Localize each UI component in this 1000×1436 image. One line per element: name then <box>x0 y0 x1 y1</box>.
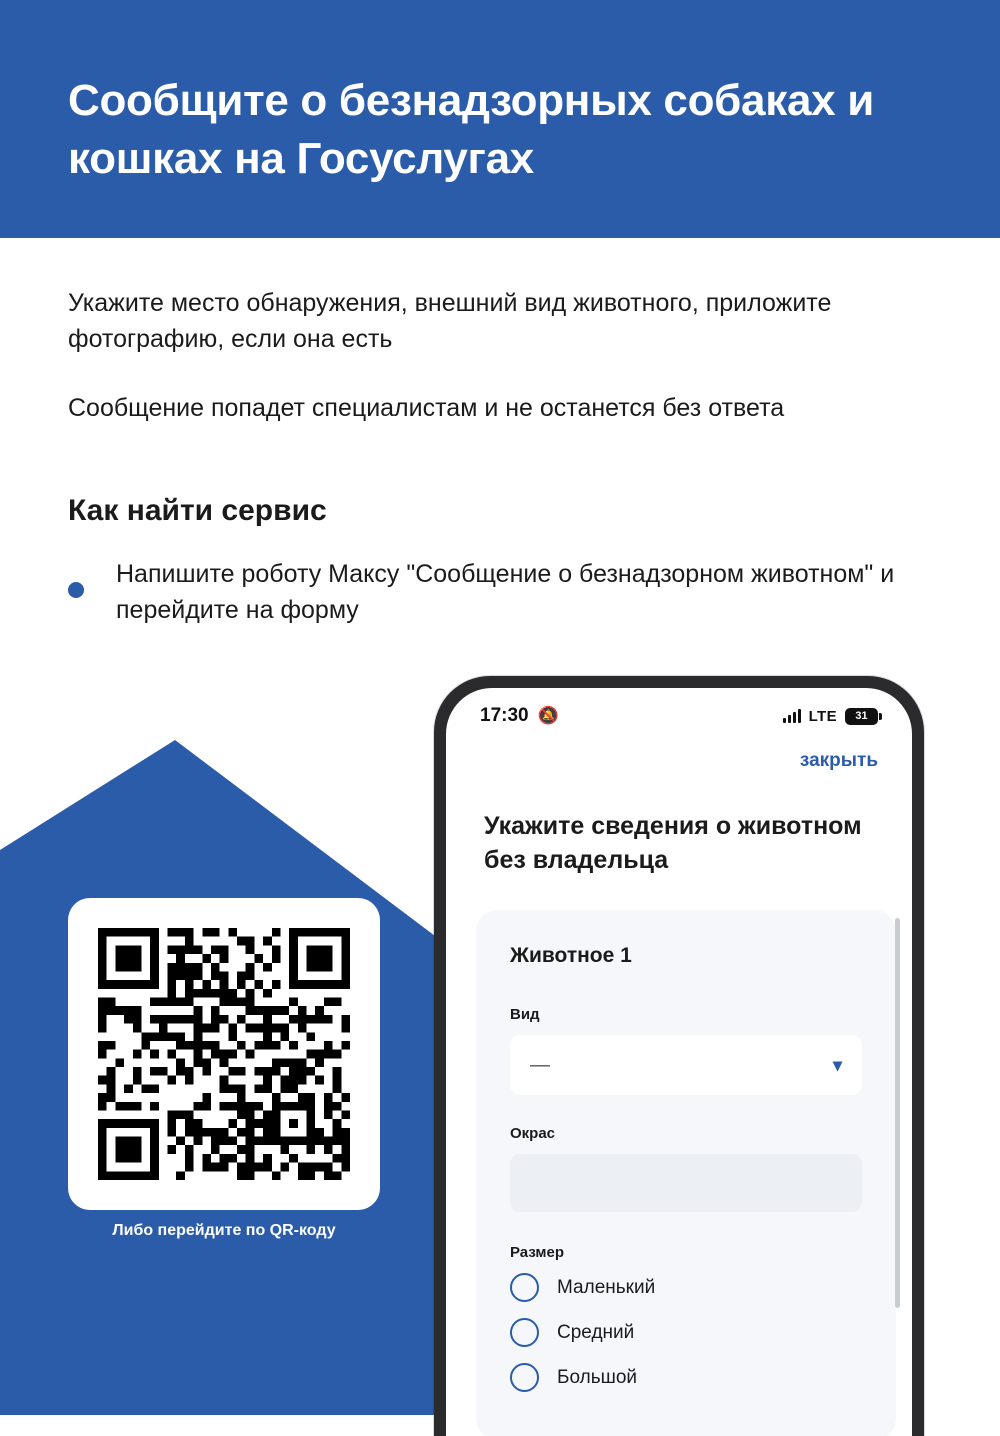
bullet-dot-icon <box>68 582 84 598</box>
qr-caption: Либо перейдите по QR-коду <box>112 1222 336 1239</box>
radio-icon <box>510 1273 539 1302</box>
size-option-large[interactable] <box>510 1363 862 1392</box>
intro-paragraph-1: Укажите место обнаружения, внешний вид животного, приложите фотографию, если она есть <box>68 289 832 353</box>
status-bar-right <box>783 708 878 725</box>
intro-block <box>68 286 928 461</box>
battery-level: 31 <box>855 710 868 722</box>
list-item <box>68 556 908 629</box>
size-option-small[interactable] <box>510 1273 862 1302</box>
page-title: Сообщите о безнадзорных собаках и кошках на Госуслугах <box>68 76 874 184</box>
bell-muted-icon: 🔕 <box>537 706 559 725</box>
species-select[interactable] <box>510 1035 862 1095</box>
radio-icon <box>510 1318 539 1347</box>
network-label: LTE <box>808 707 837 725</box>
size-option-label: Большой <box>557 1366 638 1388</box>
size-option-label: Средний <box>557 1321 635 1343</box>
size-option-medium[interactable] <box>510 1318 862 1347</box>
qr-code-canvas <box>98 928 350 1180</box>
scrollbar[interactable] <box>895 918 900 1308</box>
size-label: Размер <box>510 1244 565 1261</box>
species-value: — <box>530 1053 550 1076</box>
intro-paragraph-2: Сообщение попадет специалистам и не останется без ответа <box>68 394 785 422</box>
qr-code[interactable] <box>68 898 380 1210</box>
status-time: 17:30 <box>480 705 529 726</box>
header-banner <box>0 0 1000 238</box>
size-option-label: Маленький <box>557 1276 656 1298</box>
close-button[interactable]: закрыть <box>799 750 878 771</box>
color-input[interactable] <box>510 1154 862 1212</box>
form-heading: Животное 1 <box>510 944 632 967</box>
bullet-text: Напишите роботу Максу "Сообщение о безнадзорном животном" и перейдите на форму <box>116 560 895 625</box>
species-label: Вид <box>510 1006 540 1023</box>
animal-form-card <box>476 910 896 1436</box>
radio-icon <box>510 1363 539 1392</box>
phone-mockup <box>434 676 924 1436</box>
chevron-down-icon: ▾ <box>832 1054 842 1075</box>
phone-screen <box>446 688 912 1436</box>
signal-bars-icon <box>783 709 801 723</box>
screen-title: Укажите сведения о животном без владельца <box>484 812 862 874</box>
status-bar <box>446 688 912 744</box>
status-bar-left <box>480 705 559 727</box>
color-label: Окрас <box>510 1125 556 1142</box>
battery-icon <box>845 708 878 725</box>
section-title-how-to-find: Как найти сервис <box>68 494 327 527</box>
